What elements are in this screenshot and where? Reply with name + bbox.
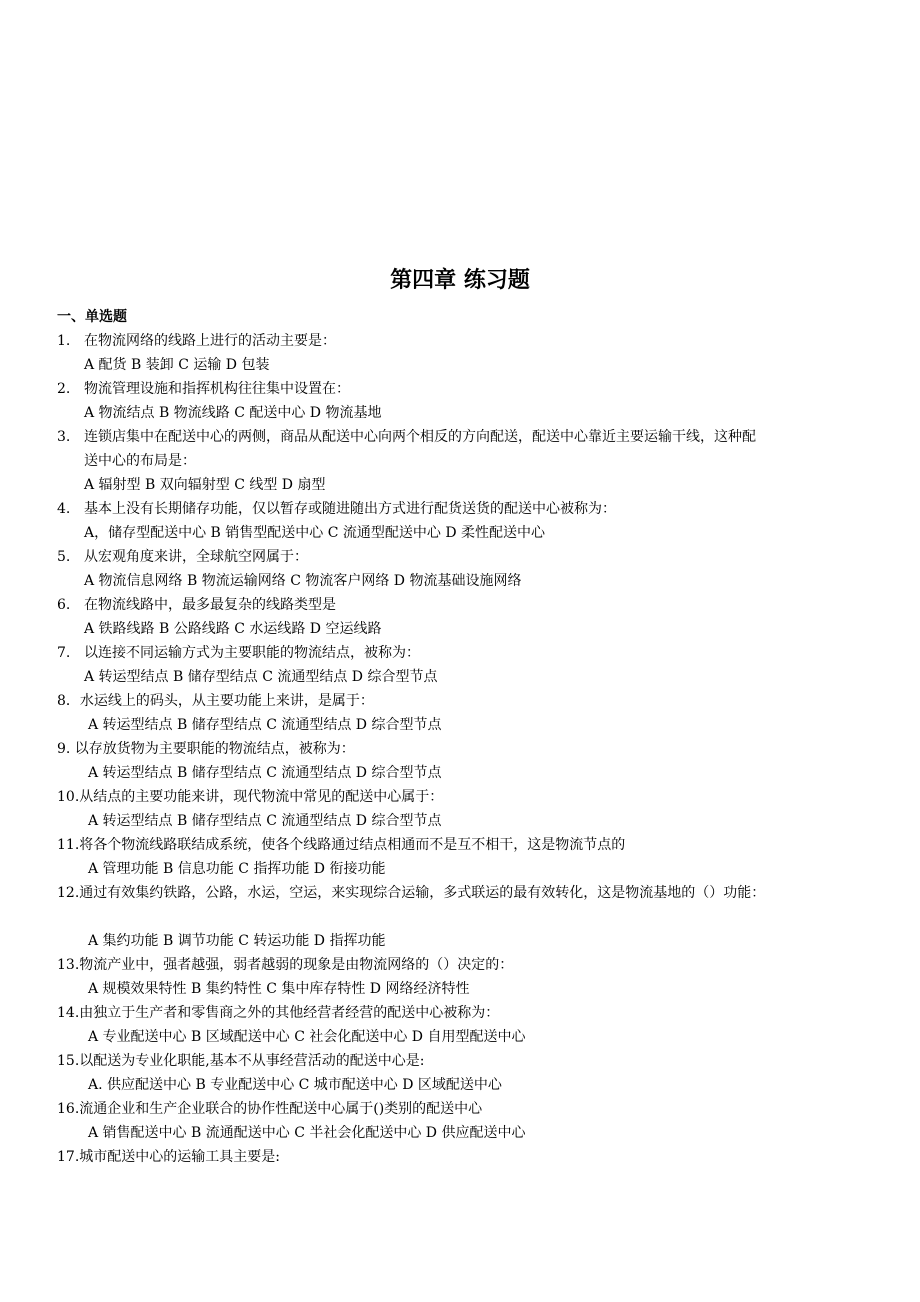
options-line: A 配货 B 装卸 C 运输 D 包装 [84,357,270,373]
question-text-continued: 送中心的布局是： [84,453,196,469]
question-text: 在物流网络的线路上进行的活动主要是： [84,333,336,349]
options-line: A 物流结点 B 物流线路 C 配送中心 D 物流基地 [84,405,382,421]
question-text: 物流管理设施和指挥机构往往集中设置在： [84,381,350,397]
question-line [57,331,336,351]
question-line: 8．水运线上的码头，从主要功能上来讲，是属于： [57,693,374,709]
options-line: A 转运型结点 B 储存型结点 C 流通型结点 D 综合型节点 [88,765,442,781]
question-line: 9. 以存放货物为主要职能的物流结点，被称为： [57,741,355,757]
options-line: A 物流信息网络 B 物流运输网络 C 物流客户网络 D 物流基础设施网络 [84,573,522,589]
options-line: A 规模效果特性 B 集约特性 C 集中库存特性 D 网络经济特性 [88,981,470,997]
question-line [57,547,308,567]
question-line [57,499,616,519]
question-line [57,643,420,663]
question-line: 11.将各个物流线路联结成系统，使各个线路通过结点相通而不是互不相干，这是物流节点的 [57,837,626,853]
question-number: 6. [57,597,71,613]
question-line: 17.城市配送中心的运输工具主要是: [57,1149,280,1165]
question-number: 4. [57,501,71,517]
question-line [57,595,336,615]
question-text: 以连接不同运输方式为主要职能的物流结点，被称为： [84,645,420,661]
question-line: 10.从结点的主要功能来讲，现代物流中常见的配送中心属于： [57,789,444,805]
question-number: 1. [57,333,71,349]
question-number: 7. [57,645,71,661]
question-text: 在物流线路中，最多最复杂的线路类型是 [84,597,336,613]
options-line: A，储存型配送中心 B 销售型配送中心 C 流通型配送中心 D 柔性配送中心 [84,525,546,541]
options-line: A 辐射型 B 双向辐射型 C 线型 D 扇型 [84,477,326,493]
question-number: 5. [57,549,71,565]
question-line: 16.流通企业和生产企业联合的协作性配送中心属于()类别的配送中心 [57,1101,483,1117]
options-line: A 转运型结点 B 储存型结点 C 流通型结点 D 综合型节点 [88,717,442,733]
question-number: 2. [57,381,71,397]
question-line: 14.由独立于生产者和零售商之外的其他经营者经营的配送中心被称为： [57,1005,500,1021]
options-line: A 集约功能 B 调节功能 C 转运功能 D 指挥功能 [88,933,386,949]
options-line: A 销售配送中心 B 流通配送中心 C 半社会化配送中心 D 供应配送中心 [88,1125,526,1141]
question-line: 12.通过有效集约铁路，公路，水运，空运，来实现综合运输，多式联运的最有效转化，这是物流基地的（）功能： [57,885,766,901]
question-number: 3. [57,429,71,445]
question-line: 15.以配送为专业化职能,基本不从事经营活动的配送中心是: [57,1053,425,1069]
question-line: 13.物流产业中，强者越强，弱者越弱的现象是由物流网络的（）决定的： [57,957,514,973]
options-line: A 转运型结点 B 储存型结点 C 流通型结点 D 综合型节点 [84,669,438,685]
options-line: A. 供应配送中心 B 专业配送中心 C 城市配送中心 D 区域配送中心 [88,1077,502,1093]
options-line: A 专业配送中心 B 区域配送中心 C 社会化配送中心 D 自用型配送中心 [88,1029,526,1045]
question-line [57,379,350,399]
options-line: A 铁路线路 B 公路线路 C 水运线路 D 空运线路 [84,621,382,637]
question-text: 基本上没有长期储存功能，仅以暂存或随进随出方式进行配货送货的配送中心被称为： [84,501,616,517]
options-line: A 管理功能 B 信息功能 C 指挥功能 D 衔接功能 [88,861,386,877]
question-text: 连锁店集中在配送中心的两侧，商品从配送中心向两个相反的方向配送，配送中心靠近主要运输干线，这种配 [84,429,756,445]
page-title: 第四章 练习题 [390,267,530,293]
question-text: 从宏观角度来讲，全球航空网属于： [84,549,308,565]
question-line [57,427,756,447]
options-line: A 转运型结点 B 储存型结点 C 流通型结点 D 综合型节点 [88,813,442,829]
section-heading: 一、单选题 [57,309,127,325]
